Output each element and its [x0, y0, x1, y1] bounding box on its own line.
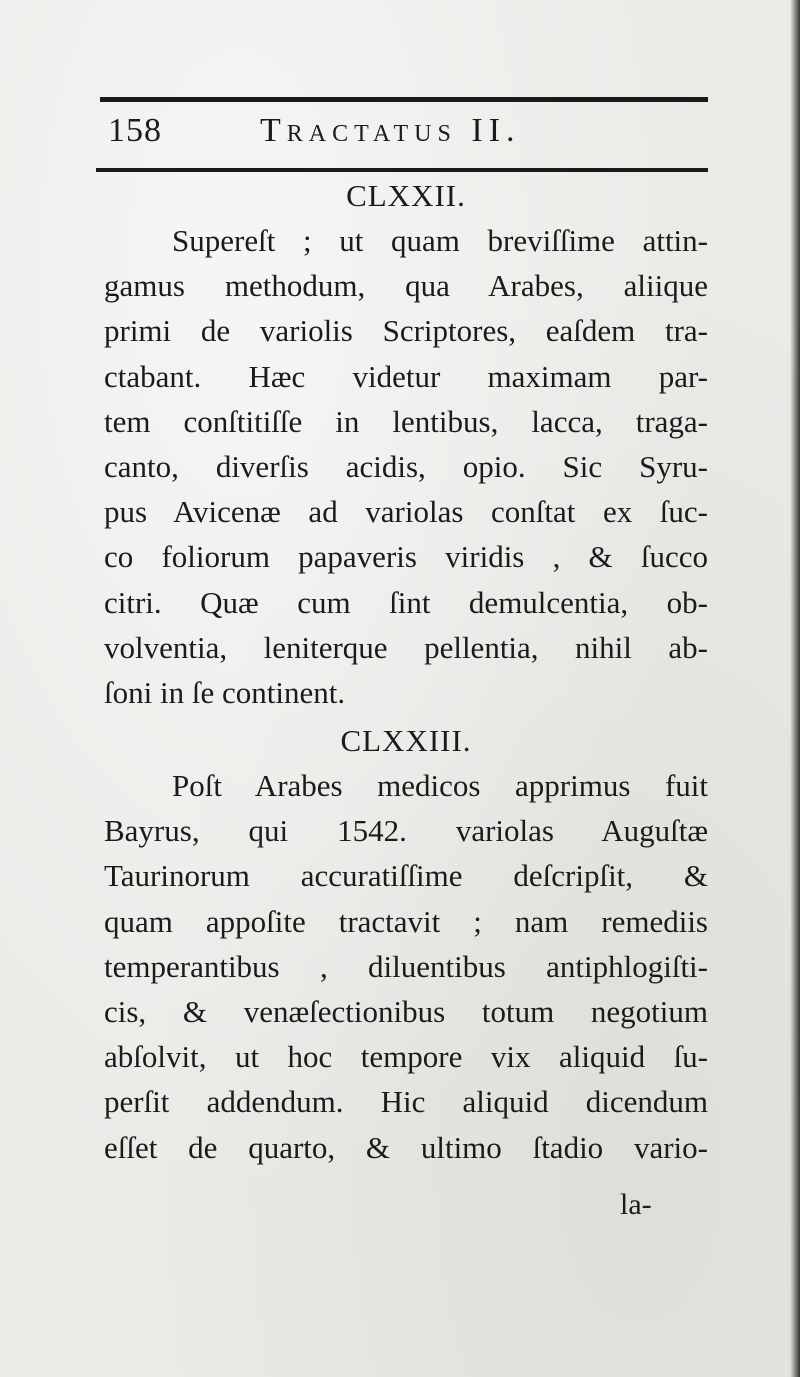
text-line: tem conſtitiſſe in lentibus, lacca, traga- [104, 403, 708, 439]
section-heading: CLXXIII. [340, 723, 472, 759]
running-title: Tractatus II. [260, 112, 521, 149]
text-line: Bayrus, qui 1542. variolas Auguſtæ [104, 813, 708, 849]
text-line: Supereſt ; ut quam breviſſime attin- [172, 223, 708, 258]
text-line: temperantibus , diluentibus antiphlogiſti- [104, 948, 708, 984]
text-line: eſſet de quarto, & ultimo ſtadio vario- [104, 1129, 708, 1165]
section-clxxiii [104, 715, 708, 1170]
catchword: la- [620, 1188, 652, 1221]
text-line: ſoni in ſe continent. [104, 674, 346, 710]
text-line: Poſt Arabes medicos apprimus fuit [172, 768, 708, 804]
text-line: ctabant. Hæc videtur maximam par- [104, 358, 708, 394]
text-line: gamus methodum, qua Arabes, aliique [104, 268, 708, 304]
section-clxxii [104, 170, 708, 715]
text-line: perſit addendum. Hic aliquid dicendum [104, 1084, 708, 1120]
text-line: canto, diverſis acidis, opio. Sic Syru- [104, 448, 708, 484]
text-line: quam appoſite tractavit ; nam remediis [104, 903, 708, 939]
text-line: cis, & venæſectionibus totum negotium [104, 994, 708, 1029]
section-heading: CLXXII. [346, 178, 466, 213]
text-line: citri. Quæ cum ſint demulcentia, ob- [104, 584, 708, 620]
text-body [104, 170, 708, 1170]
page-number: 158 [108, 112, 162, 149]
text-line: volventia, leniterque pellentia, nihil ab- [104, 629, 708, 665]
text-line: co foliorum papaveris viridis , & ſucco [104, 539, 708, 575]
text-line: pus Avicenæ ad variolas conſtat ex ſuc- [104, 494, 708, 530]
header-rule-top [100, 97, 708, 102]
text-line: Taurinorum accuratiſſime deſcripſit, & [104, 858, 708, 894]
text-line: primi de variolis Scriptores, eaſdem tra- [104, 313, 708, 349]
text-line: abſolvit, ut hoc tempore vix aliquid ſu- [104, 1039, 708, 1075]
